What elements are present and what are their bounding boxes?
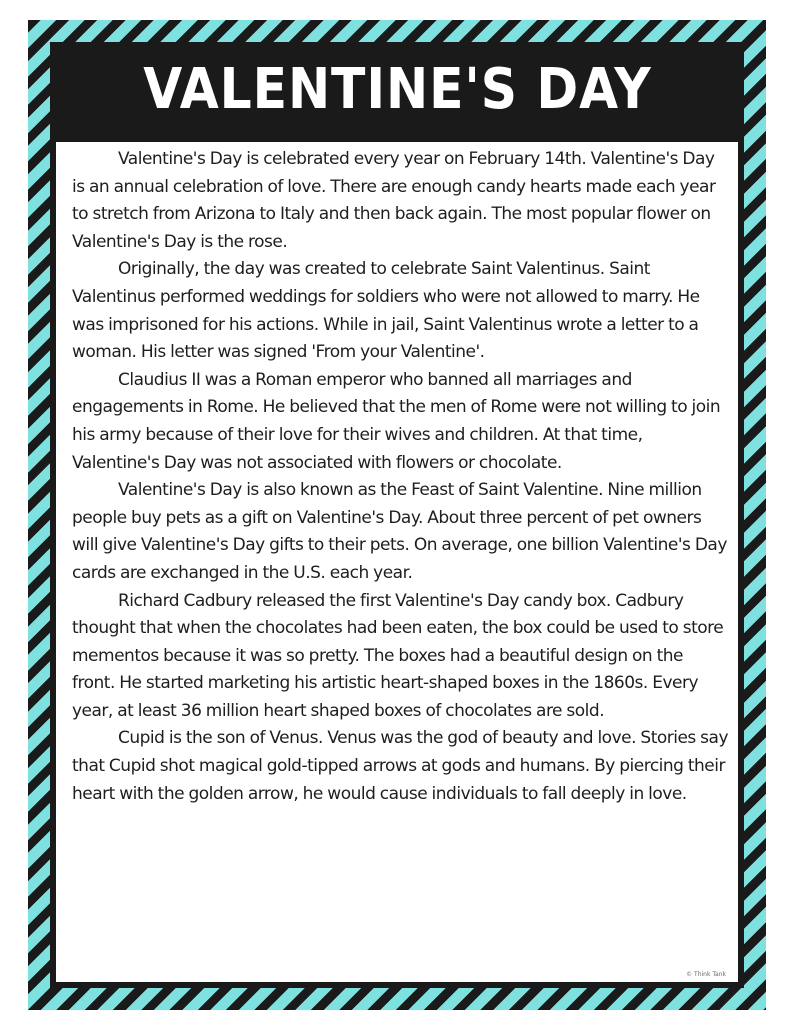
striped-page-border (28, 20, 766, 1010)
paragraph-1: Valentine's Day is celebrated every year on February 14th. Valentine's Day is an annual celebration of love. There are enough candy hearts made each year to stretch from Arizona to Italy and then back again. The most popular flower on Valentine's Day is the rose. (72, 149, 716, 252)
paragraph-6: Cupid is the son of Venus. Venus was the god of beauty and love. Stories say that Cupid shot magical gold-tipped arrows at gods and humans. By piercing their heart with the golden arrow, he would cause individuals to fall deeply in love. (72, 728, 729, 804)
paragraph-2: Originally, the day was created to celebrate Saint Valentinus. Saint Valentinus performed weddings for soldiers who were not allowed to marry. He was imprisoned for his actions. While in jail, Saint Valentinus wrote a letter to a woman. His letter was signed 'From your Valentine'. (72, 259, 700, 363)
copyright-note: © Think Tank (686, 971, 726, 978)
title-banner (50, 42, 744, 138)
paragraph-3: Claudius II was a Roman emperor who banned all marriages and engagements in Rome. He believed that the men of Rome were not willing to join his army because of their love for their wives and children. At that time, Valentine's Day was not associated with flowers or chocolate. (72, 369, 721, 473)
reading-passage (56, 142, 738, 982)
paragraph-4: Valentine's Day is also known as the Feast of Saint Valentine. Nine million people buy pets as a gift on Valentine's Day. About three percent of pet owners will give Valentine's Day gifts to their pets. On average, one billion Valentine's Day cards are exchanged in the U.S. each year. (72, 480, 727, 583)
paragraph-5: Richard Cadbury released the first Valentine's Day candy box. Cadbury thought that when the chocolates had been eaten, the box could be used to store mementos because it was so pretty. The boxes had a beautiful design on the front. He started marketing his artistic heart-shaped boxes in the 1860s. Every year, at least 36 million heart shaped boxes of chocolates are sold. (72, 590, 724, 721)
inner-border (50, 42, 744, 988)
page-title: VALENTINE'S DAY (142, 57, 652, 122)
